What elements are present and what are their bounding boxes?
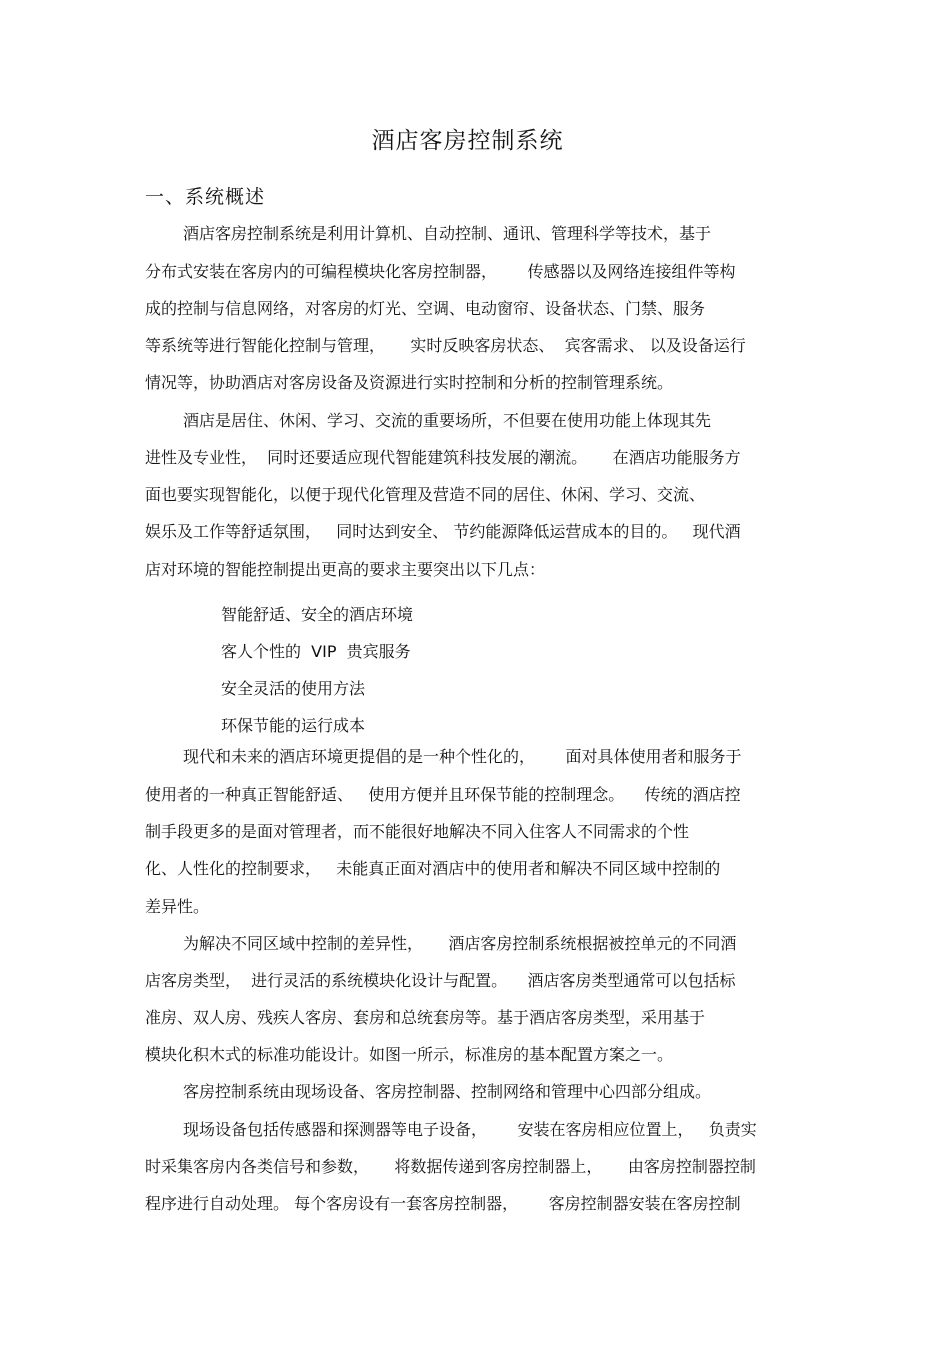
- paragraph-2-line-2: 进性及专业性， 同时还要适应现代智能建筑科技发展的潮流。 在酒店功能服务方: [145, 448, 741, 467]
- paragraph-4-line-4: 模块化积木式的标准功能设计。如图一所示，标准房的基本配置方案之一。: [145, 1045, 674, 1064]
- list-item: 环保节能的运行成本: [221, 716, 366, 735]
- paragraph-1-line-5: 情况等，协助酒店对客房设备及资源进行实时控制和分析的控制管理系统。: [145, 373, 674, 392]
- paragraph-6-line-2: 时采集客房内各类信号和参数， 将数据传递到客房控制器上， 由客房控制器控制: [145, 1157, 756, 1176]
- paragraph-4-line-3: 准房、双人房、残疾人客房、套房和总统套房等。基于酒店客房类型，采用基于: [145, 1008, 706, 1027]
- paragraph-4-line-2: 店客房类型， 进行灵活的系统模块化设计与配置。 酒店客房类型通常可以包括标: [145, 971, 736, 990]
- paragraph-1-line-3: 成的控制与信息网络，对客房的灯光、空调、电动窗帘、设备状态、门禁、服务: [145, 299, 706, 318]
- paragraph-3-line-5: 差异性。: [145, 897, 210, 916]
- document-title: 酒店客房控制系统: [371, 128, 564, 154]
- paragraph-2-line-3: 面也要实现智能化，以便于现代化管理及营造不同的居住、休闲、学习、交流、: [145, 485, 706, 504]
- paragraph-1-line-4: 等系统等进行智能化控制与管理， 实时反映客房状态、 宾客需求、 以及设备运行: [145, 336, 746, 355]
- paragraph-4-line-1: 为解决不同区域中控制的差异性， 酒店客房控制系统根据被控单元的不同酒: [183, 934, 737, 953]
- paragraph-3-line-4: 化、人性化的控制要求， 未能真正面对酒店中的使用者和解决不同区域中控制的: [145, 859, 721, 878]
- paragraph-1-line-1: 酒店客房控制系统是利用计算机、自动控制、通讯、管理科学等技术，基于: [183, 224, 712, 243]
- paragraph-3-line-1: 现代和未来的酒店环境更提倡的是一种个性化的， 面对具体使用者和服务于: [183, 747, 742, 766]
- paragraph-6-line-1: 现场设备包括传感器和探测器等电子设备， 安装在客房相应位置上， 负责实: [183, 1120, 757, 1139]
- paragraph-1-line-2: 分布式安装在客房内的可编程模块化客房控制器， 传感器以及网络连接组件等构: [145, 262, 736, 281]
- list-item: 智能舒适、安全的酒店环境: [221, 605, 414, 624]
- paragraph-2-line-5: 店对环境的智能控制提出更高的要求主要突出以下几点：: [145, 560, 546, 579]
- paragraph-6-line-3: 程序进行自动处理。 每个客房设有一套客房控制器， 客房控制器安装在客房控制: [145, 1194, 741, 1213]
- section-heading: 一、系统概述: [145, 186, 266, 208]
- paragraph-3-line-3: 制手段更多的是面对管理者，而不能很好地解决不同入住客人不同需求的个性: [145, 822, 690, 841]
- paragraph-2-line-4: 娱乐及工作等舒适氛围， 同时达到安全、 节约能源降低运营成本的目的。 现代酒: [145, 522, 741, 541]
- paragraph-3-line-2: 使用者的一种真正智能舒适、 使用方便并且环保节能的控制理念。 传统的酒店控: [145, 785, 741, 804]
- paragraph-2-line-1: 酒店是居住、休闲、学习、交流的重要场所，不但要在使用功能上体现其先: [183, 411, 712, 430]
- list-item: 安全灵活的使用方法: [221, 679, 366, 698]
- list-item: 客人个性的 VIP 贵宾服务: [221, 642, 411, 661]
- paragraph-5-line-1: 客房控制系统由现场设备、客房控制器、控制网络和管理中心四部分组成。: [183, 1082, 712, 1101]
